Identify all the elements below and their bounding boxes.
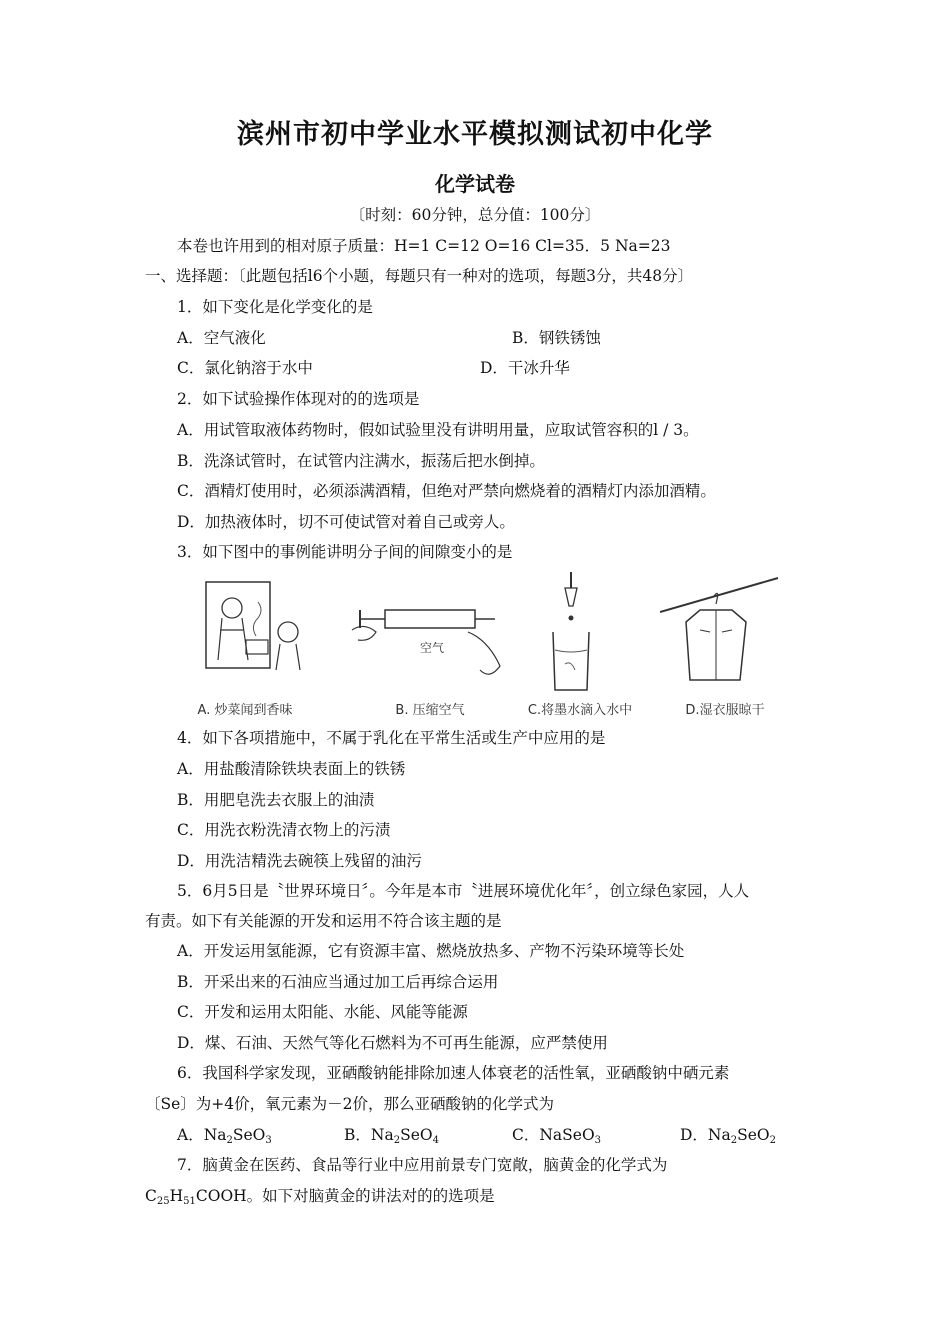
- q2-option-b: B．洗涤试管时，在试管内注满水，振荡后把水倒掉。: [177, 452, 545, 470]
- q6-stem-line1: 6．我国科学家发现，亚硒酸钠能排除加速人体衰老的活性氧，亚硒酸钠中硒元素: [177, 1064, 730, 1082]
- figure-d-caption: D.湿衣服晾干: [685, 703, 765, 718]
- q6-option-b: B．$Na_2SeO_4$: [344, 1126, 439, 1146]
- figure-c: [515, 570, 645, 720]
- q4-option-a: A．用盐酸清除铁块表面上的铁锈: [177, 760, 406, 778]
- exam-meta: 〔时刻：60分钟，总分值：100分〕: [349, 206, 601, 224]
- q7-stem-line1: 7．脑黄金在医药、食品等行业中应用前景专门宽敞，脑黄金的化学式为: [177, 1156, 668, 1174]
- q1-option-c: C．氯化钠溶于水中: [177, 359, 313, 377]
- q4-option-d: D．用洗洁精洗去碗筷上残留的油污: [177, 852, 422, 870]
- atomic-masses: 本卷也许用到的相对原子质量：H=1 C=12 O=16 Cl=35．5 Na=23: [177, 237, 671, 255]
- q1-option-d: D．干冰升华: [480, 359, 570, 377]
- q1-stem: 1．如下变化是化学变化的是: [177, 298, 373, 316]
- q2-option-a: A．用试管取液体药物时，假如试验里没有讲明用量，应取试管容积的l / 3。: [177, 421, 699, 439]
- figure-c-caption: C.将墨水滴入水中: [527, 703, 633, 718]
- q5-stem-line1: 5．6月5日是〝世界环境日〞。今年是本市〝进展环境优化年〞，创立绿色家园，人人: [177, 882, 750, 900]
- syringe-illustration: [350, 570, 510, 720]
- q5-option-b: B．开采出来的石油应当通过加工后再综合运用: [177, 973, 499, 991]
- figure-b-caption: B. 压缩空气: [395, 703, 465, 718]
- figure-b: [350, 570, 510, 720]
- page-title: 滨州市初中学业水平模拟测试初中化学: [237, 119, 713, 150]
- q5-stem-line2: 有责。如下有关能源的开发和运用不符合该主题的是: [145, 912, 502, 930]
- figure-a-caption: A. 炒菜闻到香味: [197, 703, 293, 718]
- q2-stem: 2．如下试验操作体现对的的选项是: [177, 390, 420, 408]
- ink-drop-illustration: [515, 570, 645, 720]
- q7-stem-line2: $C_{25}H_{51}COOH$。如下对脑黄金的讲法对的的选项是: [145, 1187, 495, 1207]
- q1-option-b: B．钢铁锈蚀: [512, 329, 601, 347]
- q6-option-a: A．$Na_2SeO_3$: [177, 1126, 272, 1146]
- q3-figures: [170, 570, 790, 720]
- figure-d: [660, 570, 790, 720]
- q5-option-a: A．开发运用氢能源，它有资源丰富、燃烧放热多、产物不污染环境等长处: [177, 942, 685, 960]
- q5-option-d: D．煤、石油、天然气等化石燃料为不可再生能源，应严禁使用: [177, 1034, 608, 1052]
- q4-stem: 4．如下各项措施中，不属于乳化在平常生活或生产中应用的是: [177, 729, 606, 747]
- cooking-illustration: [170, 570, 320, 720]
- q5-option-c: C．开发和运用太阳能、水能、风能等能源: [177, 1003, 468, 1021]
- q6-option-d: D．$Na_2SeO_2$: [680, 1126, 776, 1146]
- q3-stem: 3．如下图中的事例能讲明分子间的间隙变小的是: [177, 543, 513, 561]
- q6-option-c: C．NaSeO$_3$: [512, 1126, 602, 1146]
- section-heading: 一、选择题：〔此题包括l6个小题，每题只有一种对的选项，每题3分，共48分〕: [145, 267, 694, 285]
- q1-option-a: A．空气液化: [177, 329, 266, 347]
- figure-a: [170, 570, 320, 720]
- q2-option-d: D．加热液体时，切不可使试管对着自己或旁人。: [177, 513, 515, 531]
- q2-option-c: C．酒精灯使用时，必须添满酒精，但绝对严禁向燃烧着的酒精灯内添加酒精。: [177, 482, 716, 500]
- q4-option-b: B．用肥皂洗去衣服上的油渍: [177, 791, 375, 809]
- page-subtitle: 化学试卷: [435, 172, 515, 196]
- q6-stem-line2: 〔Se〕为+4价，氧元素为－2价，那么亚硒酸钠的化学式为: [145, 1095, 555, 1113]
- wet-clothes-illustration: [660, 570, 790, 720]
- q4-option-c: C．用洗衣粉洗清衣物上的污渍: [177, 821, 391, 839]
- air-label: 空气: [420, 641, 445, 655]
